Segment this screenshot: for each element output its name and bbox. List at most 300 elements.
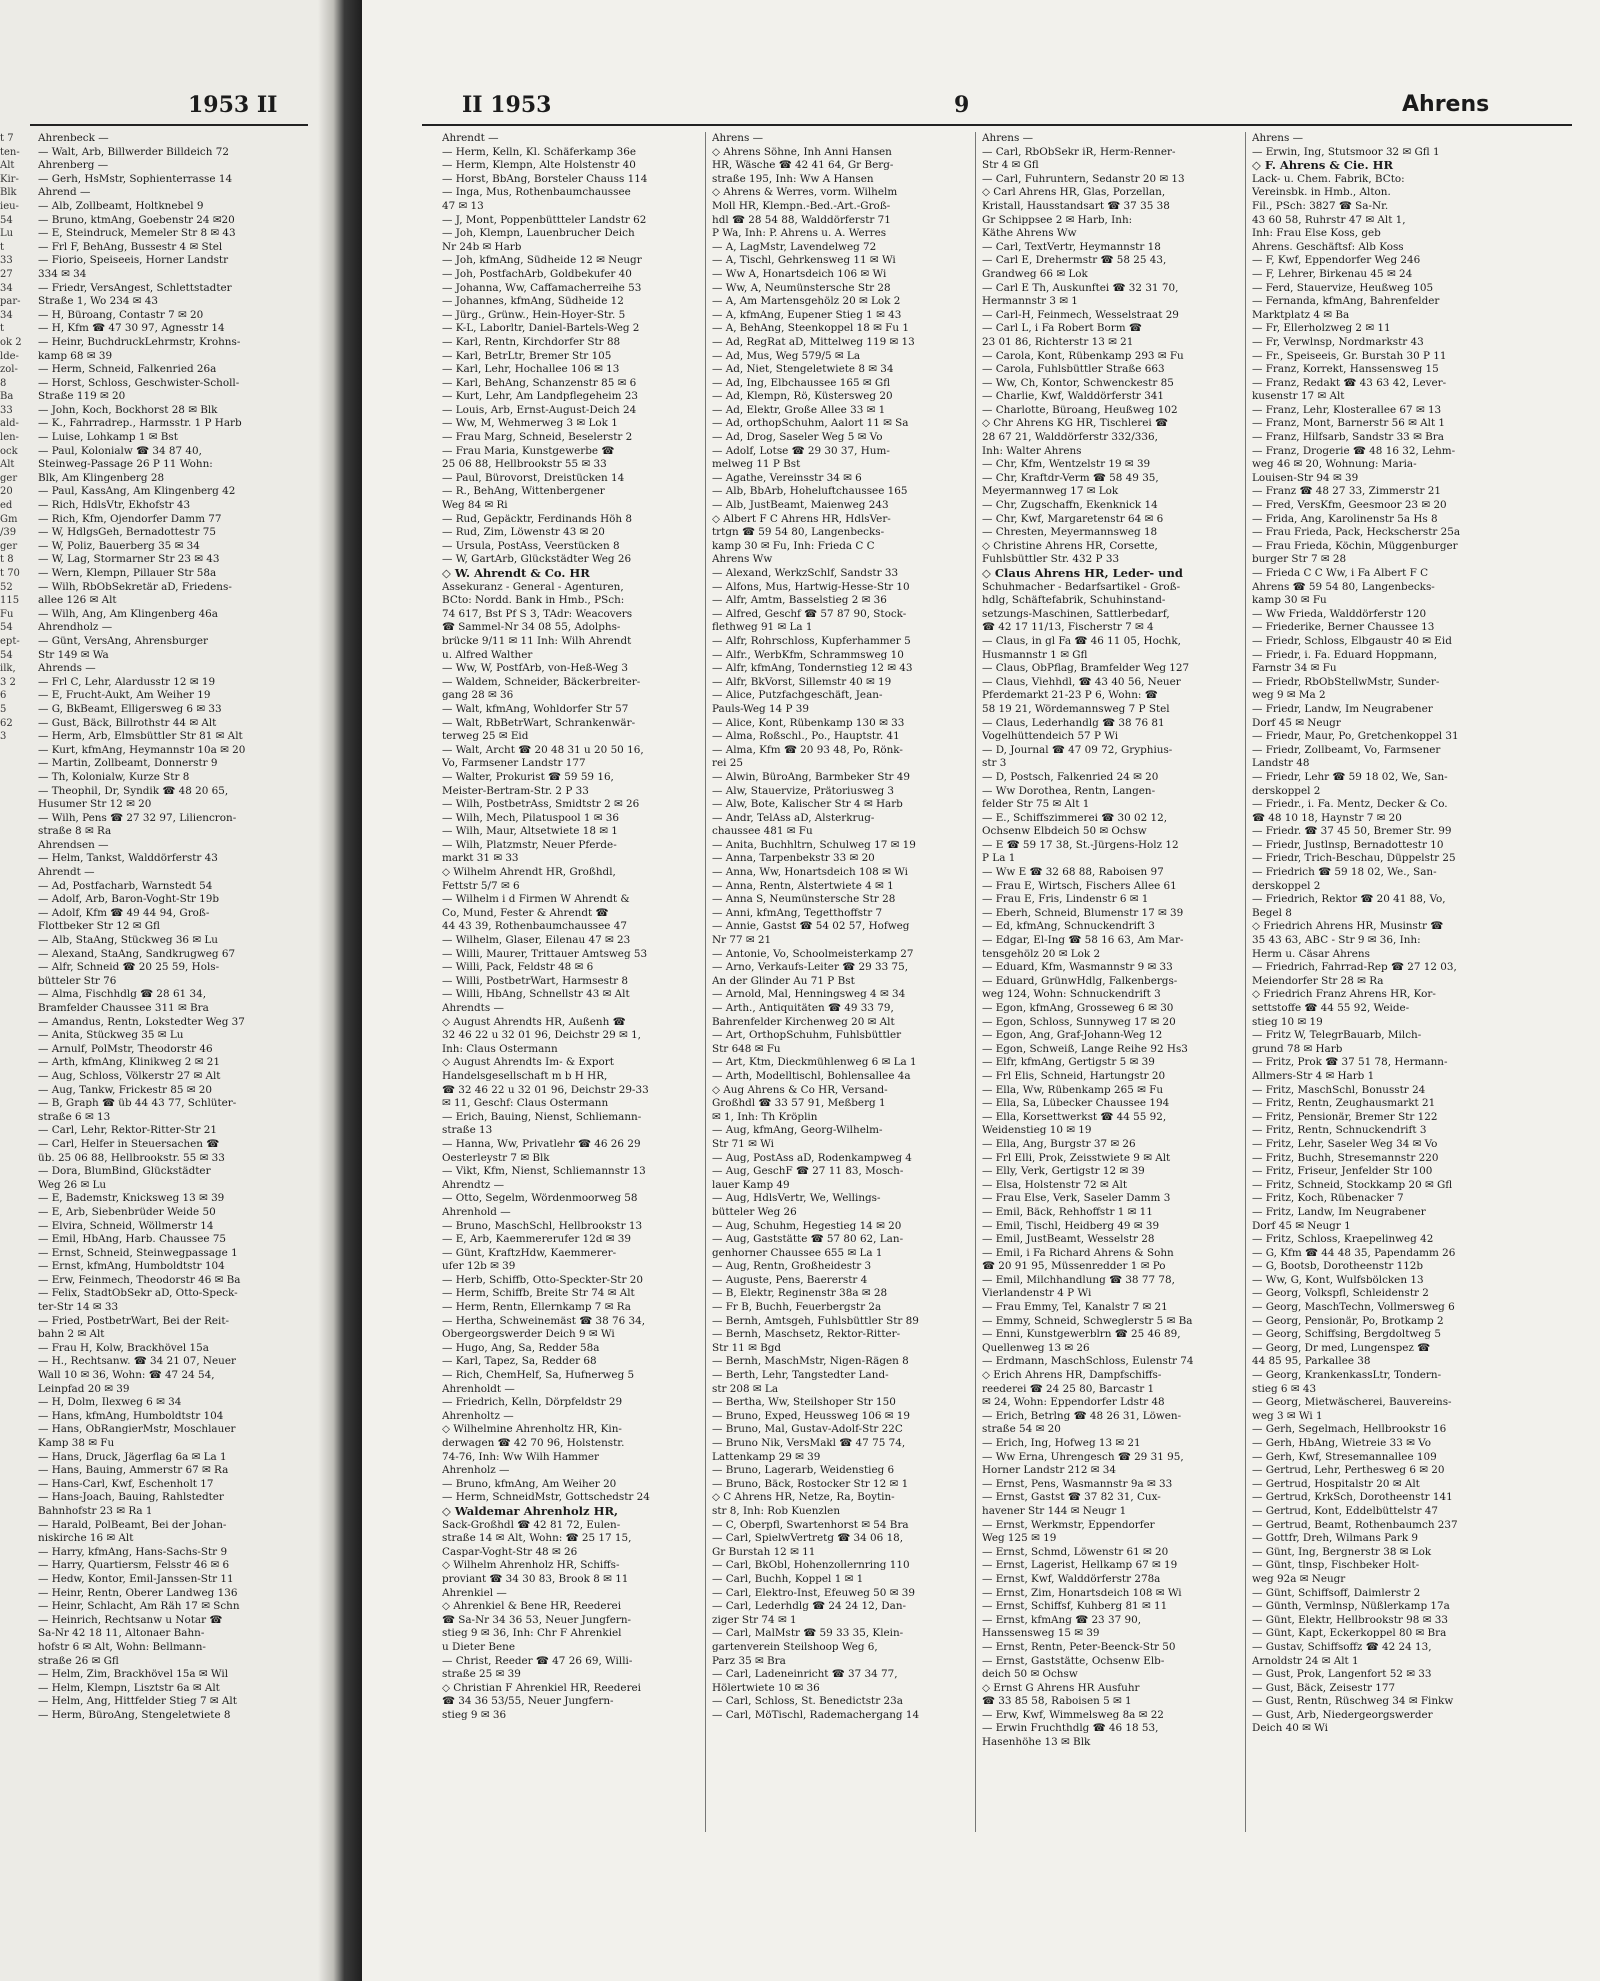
directory-entry: — Karl, BetrLtr, Bremer Str 105 [442,349,612,362]
directory-entry: — Martin, Zollbeamt, Donnerstr 9 [38,757,218,770]
directory-entry: Straße 119 ✉ 20 [38,390,126,403]
directory-entry: — B, Graph ☎ üb 44 43 77, Schlüter- [38,1097,237,1110]
edge-mark: t [0,323,5,335]
directory-entry: ◇ F. Ahrens & Cie. HR [1252,159,1394,173]
edge-mark: Gm [0,513,18,525]
directory-entry: — Franz ☎ 48 27 33, Zimmerstr 21 [1252,485,1442,498]
directory-entry: Meister-Bertram-Str. 2 P 33 [442,784,589,797]
directory-entry: — Ad, RegRat aD, Mittelweg 119 ✉ 13 [712,335,915,348]
directory-entry: — Friedr, Maur, Po, Gretchenkoppel 31 [1252,730,1459,743]
directory-entry: — Eduard, Kfm, Wasmannstr 9 ✉ 33 [982,961,1173,974]
directory-entry: — Frau Maria, Kunstgewerbe ☎ [442,444,615,457]
directory-entry: Flottbeker Str 12 ✉ Gfl [38,920,160,933]
directory-entry: Vo, Farmsener Landstr 177 [442,757,586,770]
directory-entry: — F, Kwf, Eppendorfer Weg 246 [1252,254,1421,267]
directory-entry: Kristall, Hausstandsart ☎ 37 35 38 [982,199,1170,212]
directory-entry: — Ad, Ing, Elbchaussee 165 ✉ Gfl [712,376,891,389]
directory-entry: — Herm, Rentn, Ellernkamp 7 ✉ Ra [442,1301,631,1314]
directory-entry: — Georg, Mietwäscherei, Bauvereins- [1252,1396,1452,1409]
edge-mark: Kir- [0,173,19,185]
directory-entry: ◇ Carl Ahrens HR, Glas, Porzellan, [982,186,1166,199]
directory-entry: — Bernh, Maschsetz, Rektor-Ritter- [712,1328,901,1341]
directory-entry: — Fr, Verwlnsp, Nordmarkstr 43 [1252,335,1424,348]
directory-entry: — Günt, Elektr, Hellbrookstr 98 ✉ 33 [1252,1613,1448,1626]
directory-entry: — C, Oberpfl, Swartenhorst ✉ 54 Bra [712,1518,909,1531]
directory-entry: ◇ Aug Ahrens & Co HR, Versand- [712,1083,888,1096]
directory-entry: — Chr, Zugschaffn, Ekenknick 14 [982,499,1158,512]
directory-entry: — Fritz, Koch, Rübenacker 7 [1252,1192,1404,1205]
edge-mark: 54 [0,214,13,226]
directory-entry: — Rich, Kfm, Ojendorfer Damm 77 [38,512,222,525]
edge-mark: ept- [0,635,20,647]
directory-entry: — Fiorio, Speiseeis, Horner Landstr [38,254,229,267]
directory-entry: — Elly, Verk, Gertigstr 12 ✉ 39 [982,1165,1145,1178]
directory-entry: — Ella, Sa, Lübecker Chaussee 194 [982,1097,1170,1110]
directory-entry: — Aug, PostAss aD, Rodenkampweg 4 [712,1151,912,1164]
directory-entry: bütteler Weg 26 [712,1205,797,1218]
directory-entry: Begel 8 [1252,906,1292,919]
directory-entry: — Th, Kolonialw, Kurze Str 8 [38,770,190,783]
directory-entry: — Gertrud, Lehr, Perthesweg 6 ✉ 20 [1252,1464,1445,1477]
directory-entry: — Carola, Fuhlsbüttler Straße 663 [982,363,1165,376]
directory-entry: 58 19 21, Wördemannsweg 7 P Stel [982,702,1170,715]
directory-entry: — Harry, Quartiersm, Felsstr 46 ✉ 6 [38,1559,230,1572]
directory-entry: Assekuranz - General - Agenturen, [442,580,624,593]
directory-entry: — E, Steindruck, Memeler Str 8 ✉ 43 [38,227,236,240]
directory-entry: kusenstr 17 ✉ Alt [1252,390,1345,403]
edge-mark: Blk [0,187,17,199]
directory-entry: Herm u. Cäsar Ahrens [1252,947,1370,960]
directory-entry: — Ella, Korsettwerkst ☎ 44 55 92, [982,1110,1167,1123]
directory-entry: — Alfr, kfmAng, Tondernstieg 12 ✉ 43 [712,662,913,675]
directory-entry: Str 11 ✉ Bgd [712,1341,782,1354]
directory-entry: Steinweg-Passage 26 P 11 Wohn: [38,458,213,471]
directory-entry: — Ww, G, Kont, Wulfsbölcken 13 [1252,1273,1424,1286]
directory-entry: — Ernst, Gaststätte, Ochsenw Elb- [982,1654,1165,1667]
directory-entry: ◇ Claus Ahrens HR, Leder- und [982,567,1183,580]
directory-entry: — Dora, BlumBind, Glückstädter [38,1165,211,1178]
directory-entry: — Christ, Reeder ☎ 47 26 69, Willi- [442,1654,633,1667]
directory-entry: Weg 26 ✉ Lu [38,1178,107,1191]
directory-entry: — Bruno, Lagerarb, Weidenstieg 6 [712,1464,895,1477]
directory-entry: — Heinrich, Rechtsanw u Notar ☎ [38,1613,223,1626]
directory-entry: derwagen ☎ 42 70 96, Holstenstr. [442,1437,625,1449]
directory-entry: 334 ✉ 34 [38,267,87,280]
directory-entry: — Friedr., i. Fa. Mentz, Decker & Co. [1252,798,1448,811]
directory-entry: ◇ Ahrens Söhne, Inh Anni Hansen [712,145,892,158]
directory-entry: — Fritz, Schneid, Stockkamp 20 ✉ Gfl [1252,1178,1453,1191]
right-page-header [362,92,1600,126]
directory-entry: — Walt, Arb, Billwerder Billdeich 72 [38,145,229,158]
edge-mark: 34 [0,309,13,321]
directory-entry: — Carl, RbObSekr iR, Herm-Renner- [982,145,1176,158]
directory-entry: ◇ Wilhelm Ahrenholz HR, Schiffs- [442,1559,620,1572]
column-divider [1245,132,1246,1832]
edge-mark: t 8 [0,554,14,566]
directory-entry: — Ella, Ang, Burgstr 37 ✉ 26 [982,1137,1136,1150]
directory-entry: Schuhmacher - Bedarfsartikel - Groß- [982,580,1181,593]
directory-entry: — Eduard, GrünwHdlg, Falkenbergs- [982,974,1178,987]
directory-entry: rei 25 [712,757,743,770]
directory-entry: Str 71 ✉ Wi [712,1137,774,1150]
directory-entry: — Chr, Kfm, Wentzelstr 19 ✉ 39 [982,458,1151,471]
directory-entry: — Wilh, Pens ☎ 27 32 97, Liliencron- [38,811,237,824]
directory-entry: — Andr, TelAss aD, Alsterkrug- [712,811,875,824]
directory-entry: — Friederike, Berner Chaussee 13 [1252,621,1435,634]
directory-entry: — Willi, Pack, Feldstr 48 ✉ 6 [442,961,594,974]
directory-entry: — Alfred, Geschf ☎ 57 87 90, Stock- [712,607,907,620]
directory-entry: — Fritz, Buchh, Stresemannstr 220 [1252,1151,1439,1164]
directory-entry: — Chr, Kwf, Margaretenstr 64 ✉ 6 [982,512,1164,525]
directory-entry: — Alb, JustBeamt, Maienweg 243 [712,499,889,512]
directory-entry: Ahrens — [982,132,1034,144]
directory-entry: Sa-Nr 42 18 11, Altonaer Bahn- [38,1627,205,1640]
directory-entry: Straße 1, Wo 234 ✉ 43 [38,295,158,308]
edge-mark: 34 [0,282,13,294]
directory-entry: — Frl Elli, Prok, Zeisstwiete 9 ✉ Alt [982,1151,1171,1164]
directory-entry: Vogelhüttendeich 57 P Wi [982,730,1119,743]
directory-entry: Nr 24b ✉ Harb [442,240,522,253]
directory-entry: — Franz, Redakt ☎ 43 63 42, Lever- [1252,376,1447,389]
directory-entry: — Herm, Arb, Elmsbüttler Str 81 ✉ Alt [38,730,243,743]
directory-entry: — Georg, Pensionär, Po, Brotkamp 2 [1252,1314,1444,1327]
directory-entry: u. Alfred Walther [442,648,533,661]
directory-entry: — Georg, MaschTechn, Vollmersweg 6 [1252,1301,1455,1314]
directory-entry: 23 01 86, Richterstr 13 ✉ 21 [982,335,1134,348]
directory-entry: — E ☎ 59 17 38, St.-Jürgens-Holz 12 [982,838,1179,851]
directory-entry: — Hanna, Ww, Privatlehr ☎ 46 26 29 [442,1137,641,1150]
directory-entry: Käthe Ahrens Ww [982,227,1077,240]
directory-entry: — Erwin Fruchthdlg ☎ 46 18 53, [982,1722,1159,1735]
directory-entry: — Eberh, Schneid, Blumenstr 17 ✉ 39 [982,906,1184,919]
directory-entry: — Frl Elis, Schneid, Hartungstr 20 [982,1069,1166,1082]
directory-entry: — Hedw, Kontor, Emil-Janssen-Str 11 [38,1572,234,1585]
directory-entry: — Bruno, kfmAng, Am Weiher 20 [442,1477,617,1490]
directory-entry: Ahrenhold — [442,1205,511,1218]
directory-entry: — Wilhelm i d Firmen W Ahrendt & [442,893,630,906]
directory-entry: BCto: Nordd. Bank in Hmb., PSch: [442,594,625,607]
directory-entry: — Anita, Stückweg 35 ✉ Lu [38,1029,184,1042]
directory-entry: P Wa, Inh: P. Ahrens u. A. Werres [712,227,887,240]
directory-entry: — Art, OrthopSchuhm, Fuhlsbüttler [712,1029,902,1042]
directory-entry: — Ernst, Zim, Honartsdeich 108 ✉ Wi [982,1586,1182,1599]
directory-entry: ☎ 48 10 18, Haynstr 7 ✉ 20 [1252,811,1402,824]
directory-entry: — Arth, kfmAng, Klinikweg 2 ✉ 21 [38,1056,220,1069]
directory-entry: — Charlie, Kwf, Walddörferstr 341 [982,390,1165,403]
directory-entry: — Horst, BbAng, Borsteler Chauss 114 [442,172,648,185]
directory-entry: — Franz, Drogerie ☎ 48 16 32, Lehm- [1252,444,1456,457]
directory-entry: — Carl-H, Feinmech, Wesselstraat 29 [982,308,1179,321]
directory-entry: — Hans, Bauing, Ammerstr 67 ✉ Ra [38,1464,229,1477]
directory-entry: — Elvira, Schneid, Wöllmerstr 14 [38,1219,214,1232]
directory-entry: — Günt, Schiffsoff, Daimlerstr 2 [1252,1586,1421,1599]
directory-entry: — Heinr, Rentn, Oberer Landweg 136 [38,1586,238,1599]
directory-entry: — E, Frucht-Aukt, Am Weiher 19 [38,689,211,702]
directory-entry: — Alb, BbArb, Hoheluftchaussee 165 [712,485,908,498]
directory-entry: — Günt, KraftzHdw, Kaemmerer- [442,1246,617,1259]
directory-entry: — Kurt, Lehr, Am Landpflegeheim 23 [442,390,639,403]
directory-entry: — Frau E, Wirtsch, Fischers Allee 61 [982,879,1177,892]
directory-entry: — Anni, kfmAng, Tegetthoffstr 7 [712,906,883,919]
directory-entry: weg 46 ✉ 20, Wohnung: Maria- [1252,458,1417,471]
directory-entry: — Günt, tlnsp, Fischbeker Holt- [1252,1559,1420,1572]
directory-entry: Blk, Am Klingenberg 28 [38,471,165,484]
directory-entry: Ahrendholz — [38,621,113,634]
directory-entry: terweg 25 ✉ Eid [442,730,529,743]
directory-entry: — Alice, Putzfachgeschäft, Jean- [712,689,883,702]
directory-entry: kamp 30 ✉ Fu [1252,594,1327,607]
directory-entry: — Hans-Joach, Bauing, Rahlstedter [38,1491,224,1504]
directory-entry: Ahrens Ww [712,553,773,566]
edge-mark: 33 [0,255,13,267]
edge-mark: Alt [0,459,15,471]
directory-entry: — Carl, Helfer in Steuersachen ☎ [38,1137,220,1150]
directory-entry: — Karl, Lehr, Hochallee 106 ✉ 13 [442,363,620,376]
directory-entry: Vereinsbk. in Hmb., Alton. [1252,186,1391,199]
directory-entry: Lattenkamp 29 ✉ 39 [712,1450,821,1463]
directory-entry: — Friedrich ☎ 59 18 02, We., San- [1252,866,1437,879]
left-page-edge-marks [0,132,26,1952]
directory-entry: 25 06 88, Hellbrookstr 55 ✉ 33 [442,458,607,471]
directory-entry: — Ww, A, Neumünstersche Str 28 [712,281,891,294]
directory-entry: — Paul, Bürovorst, Dreistücken 14 [442,471,625,484]
directory-entry: — Gerh, Segelmach, Hellbrookstr 16 [1252,1423,1447,1436]
directory-entry: — Ernst, Pens, Wasmannstr 9a ✉ 33 [982,1477,1173,1490]
book-gutter [318,0,362,1981]
left-page-column [38,132,306,1952]
directory-entry: Sack-Großhdl ☎ 42 81 72, Eulen- [442,1518,621,1531]
directory-entry: — Fritz, Prok ☎ 37 51 78, Hermann- [1252,1056,1448,1069]
directory-entry: — Frau Frieda, Köchin, Müggenburger [1252,539,1458,552]
directory-entry: — Aug, HdlsVertr, We, Wellings- [712,1192,881,1205]
directory-entry: — Franz, Hilfsarb, Sandstr 33 ✉ Bra [1252,431,1444,444]
directory-entry: Ahrens — [712,132,764,144]
directory-entry: — Alb, Zollbeamt, Holtknebel 9 [38,199,204,212]
edge-mark: 3 2 [0,676,16,688]
edge-mark: Ba [0,391,14,403]
directory-entry: — Carl, Ladeneinricht ☎ 37 34 77, [712,1668,898,1681]
directory-entry: hdlg, Schäftefabrik, Schuhinstand- [982,594,1166,607]
directory-entry: — Carola, Kont, Rübenkamp 293 ✉ Fu [982,349,1184,362]
directory-column-1 [442,132,697,1952]
directory-entry: — Adolf, Arb, Baron-Voght-Str 19b [38,893,220,906]
directory-entry: — Ernst, Lagerist, Hellkamp 67 ✉ 19 [982,1559,1178,1572]
directory-entry: ◇ Erich Ahrens HR, Dampfschiffs- [982,1369,1162,1382]
directory-entry: straße 25 ✉ 39 [442,1668,521,1681]
directory-entry: grund 78 ✉ Harb [1252,1042,1343,1055]
directory-entry: — Erich, Bauing, Nienst, Schliemann- [442,1110,642,1123]
directory-entry: — Paul, KassAng, Am Klingenberg 42 [38,485,236,498]
directory-entry: — Ww A, Honartsdeich 106 ✉ Wi [712,267,887,280]
directory-entry: — Alb, StaAng, Stückweg 36 ✉ Lu [38,934,218,947]
header-rule [422,124,1572,126]
directory-entry: — Friedrich, Kelln, Dörpfeldstr 29 [442,1396,623,1409]
directory-entry: — Ernst, Kwf, Walddörferstr 278a [982,1572,1161,1585]
directory-entry: — Annie, Gastst ☎ 54 02 57, Hofweg [712,920,910,933]
directory-entry: — Fried, PostbetrWart, Bei der Reit- [38,1314,230,1327]
directory-entry: Weg 84 ✉ Ri [442,499,508,512]
directory-entry: — Bruno, Mal, Gustav-Adolf-Str 22C [712,1423,903,1436]
edge-mark: len- [0,432,19,444]
directory-entry: — Gust, Prok, Langenfort 52 ✉ 33 [1252,1668,1432,1681]
directory-entry: — F, Lehrer, Birkenau 45 ✉ 24 [1252,267,1413,280]
directory-entry: — Theophil, Dr, Syndik ☎ 48 20 65, [38,784,229,797]
directory-entry: hdl ☎ 28 54 88, Walddörferstr 71 [712,213,891,226]
directory-entry: — Rich, ChemHelf, Sa, Hufnerweg 5 [442,1369,635,1382]
directory-entry: — Alexand, StaAng, Sandkrugweg 67 [38,947,236,960]
directory-entry: — Rud, Gepäcktr, Ferdinands Höh 8 [442,512,633,525]
directory-entry: — John, Koch, Bockhorst 28 ✉ Blk [38,403,218,416]
directory-entry: Nr 77 ✉ 21 [712,934,772,947]
directory-entry: — B, Elektr, Reginenstr 38a ✉ 28 [712,1287,888,1300]
directory-entry: allee 126 ✉ Alt [38,594,117,607]
directory-entry: Leinpfad 20 ✉ 39 [38,1382,130,1395]
directory-entry: — Friedr, Trich-Beschau, Düppelstr 25 [1252,852,1456,865]
edge-mark: /39 [0,527,17,539]
edge-mark: 20 [0,486,13,498]
directory-entry: — Bruno, MaschSchl, Hellbrookstr 13 [442,1219,643,1232]
directory-entry: — Walt, Archt ☎ 20 48 31 u 20 50 16, [442,743,644,756]
directory-entry: weg 124, Wohn: Schnuckendrift 3 [982,988,1161,1001]
directory-entry: ziger Str 74 ✉ 1 [712,1613,797,1626]
directory-entry: — Jürg., Grünw., Hein-Hoyer-Str. 5 [442,308,626,321]
directory-entry: — G, Bootsb, Dorotheenstr 112b [1252,1260,1424,1273]
directory-entry: — Fernanda, kfmAng, Bahrenfelder [1252,295,1440,308]
directory-entry: — Franz, Korrekt, Hanssensweg 15 [1252,363,1439,376]
directory-entry: ◇ Wilhelmine Ahrenholtz HR, Kin- [442,1423,622,1436]
directory-entry: — D, Journal ☎ 47 09 72, Gryphius- [982,743,1173,756]
directory-entry: — Karl, BehAng, Schanzenstr 85 ✉ 6 [442,376,637,389]
directory-entry: — Gertrud, Beamt, Rothenbaumch 237 [1252,1518,1458,1531]
directory-entry: ✉ 24, Wohn: Eppendorfer Ldstr 48 [982,1396,1165,1409]
directory-entry: — Carl, Fuhruntern, Sedanstr 20 ✉ 13 [982,172,1185,185]
directory-entry: reederei ☎ 24 25 80, Barcastr 1 [982,1382,1155,1395]
directory-entry: flethweg 91 ✉ La 1 [712,621,813,634]
directory-entry: — Bruno, Bäck, Rostocker Str 12 ✉ 1 [712,1477,909,1490]
directory-entry: stieg 6 ✉ 43 [1252,1382,1317,1395]
directory-entry: — Herm, Schneid, Falkenried 26a [38,363,217,376]
directory-entry: gartenverein Steilshoop Weg 6, [712,1640,878,1653]
directory-entry: Inh: Walter Ahrens [982,444,1082,457]
directory-entry: straße 13 [442,1124,493,1137]
edge-mark: ock [0,445,18,457]
directory-entry: ◇ Albert F C Ahrens HR, HdlsVer- [712,512,891,525]
directory-entry: — Friedr, i. Fa. Eduard Hoppmann, [1252,648,1438,661]
directory-entry: — K., Fahrradrep., Harmsstr. 1 P Harb [38,417,242,430]
directory-entry: — Berth, Lehr, Tangstedter Land- [712,1369,889,1382]
directory-entry: — Günth, Vermlnsp, Nüßlerkamp 17a [1252,1600,1450,1613]
directory-entry: ✉ 11, Geschf: Claus Ostermann [442,1097,609,1110]
directory-entry: Ahrendtz — [442,1178,504,1191]
directory-entry: — Inga, Mus, Rothenbaumchaussee [442,186,631,199]
directory-entry: — Emil, Milchhandlung ☎ 38 77 78, [982,1273,1175,1286]
directory-entry: — Gertrud, Kont, Eddelbüttelstr 47 [1252,1504,1438,1517]
directory-entry: — Frl F, BehAng, Bussestr 4 ✉ Stel [38,240,223,253]
directory-entry: Ahrendts — [442,1002,504,1014]
directory-entry: — Fr B, Buchh, Feuerbergstr 2a [712,1301,882,1314]
directory-entry: Deich 40 ✉ Wi [1252,1722,1328,1735]
directory-entry: Bahnhofstr 23 ✉ Ra 1 [38,1504,153,1517]
directory-entry: — Claus, in gl Fa ☎ 46 11 05, Hochk, [982,634,1181,647]
directory-entry: — A, kfmAng, Eupener Stieg 1 ✉ 43 [712,308,902,321]
directory-entry: — Helm, Zim, Brackhövel 15a ✉ Wil [38,1668,229,1681]
directory-entry: ◇ Waldemar Ahrenholz HR, [442,1504,619,1518]
directory-entry: ☎ 33 85 58, Raboisen 5 ✉ 1 [982,1695,1132,1708]
directory-entry: weg 9 ✉ Ma 2 [1252,689,1326,702]
directory-entry: — Carl E, Drehermstr ☎ 58 25 43, [982,254,1167,267]
directory-entry: Weidenstieg 10 ✉ 19 [982,1124,1092,1137]
directory-entry: — Gerh, HsMstr, Sophienterrasse 14 [38,172,233,185]
edge-mark: 33 [0,404,13,416]
directory-entry: — Günt, Ing, Bergnerstr 38 ✉ Lok [1252,1545,1432,1558]
directory-entry: Husmannstr 1 ✉ Gfl [982,648,1088,661]
directory-entry: — Gust, Bäck, Billrothstr 44 ✉ Alt [38,716,217,729]
directory-entry: 47 ✉ 13 [442,199,484,212]
directory-entry: — Alw, Stauervize, Prätoriusweg 3 [712,784,895,797]
directory-entry: — E, Arb, Kaemmererufer 12d ✉ 39 [442,1233,632,1246]
directory-entry: — Wilh, PostbetrAss, Smidtstr 2 ✉ 26 [442,798,640,811]
directory-entry: — Herm, BüroAng, Stengeletwiete 8 [38,1708,231,1721]
directory-entry: — Hans, ObRangierMstr, Moschlauer [38,1423,236,1436]
directory-entry: Dorf 45 ✉ Neugr [1252,716,1341,729]
directory-entry: — Helm, Ang, Hittfelder Stieg 7 ✉ Alt [38,1695,237,1708]
directory-entry: — Alice, Kont, Rübenkamp 130 ✉ 33 [712,716,905,729]
directory-entry: Weg 125 ✉ 19 [982,1532,1057,1545]
directory-entry: 28 67 21, Walddörferstr 332/336, [982,431,1158,444]
directory-entry: — K-L, Laborltr, Daniel-Bartels-Weg 2 [442,322,640,335]
directory-entry: — Adolf, Lotse ☎ 29 30 37, Hum- [712,444,890,457]
directory-entry: — Erdmann, MaschSchloss, Eulenstr 74 [982,1355,1194,1368]
directory-entry: — Amandus, Rentn, Lokstedter Weg 37 [38,1015,245,1028]
directory-entry: ◇ Christian F Ahrenkiel HR, Reederei [442,1681,642,1694]
directory-entry: — Karl, Rentn, Kirchdorfer Str 88 [442,335,621,348]
directory-entry: — Erich, Ing, Hofweg 13 ✉ 21 [982,1437,1141,1449]
directory-entry: markt 31 ✉ 33 [442,852,519,865]
directory-entry: — A, Tischl, Gehrkensweg 11 ✉ Wi [712,254,896,267]
directory-entry: — Fritz, Pensionär, Bremer Str 122 [1252,1110,1438,1123]
directory-entry: Wall 10 ✉ 36, Wohn: ☎ 47 24 54, [38,1369,215,1382]
directory-entry: — H, Kfm ☎ 47 30 97, Agnesstr 14 [38,322,225,335]
directory-entry: — Frau E, Fris, Lindenstr 6 ✉ 1 [982,893,1149,906]
directory-entry: — Ed, kfmAng, Schnuckendrift 3 [982,920,1155,933]
directory-entry: Pferdemarkt 21-23 P 6, Wohn: ☎ [982,689,1158,702]
left-page [0,0,318,1981]
directory-entry: — Carl L, i Fa Robert Borm ☎ [982,322,1142,335]
directory-entry: brücke 9/11 ✉ 11 Inh: Wilh Ahrendt [442,634,632,647]
directory-entry: — Ad, Klempn, Rö, Küstersweg 20 [712,390,893,403]
directory-entry: — Gottfr, Dreh, Wilmans Park 9 [1252,1532,1419,1545]
directory-entry: — Friedr, RbObStellwMstr, Sunder- [1252,675,1440,688]
directory-entry: Caspar-Voght-Str 48 ✉ 26 [442,1545,578,1558]
directory-entry: Gr Burstah 12 ✉ 11 [712,1545,816,1558]
directory-entry: kamp 68 ✉ 39 [38,349,113,362]
directory-entry: 35 43 63, ABC - Str 9 ✉ 36, Inh: [1252,934,1421,947]
directory-entry: deich 50 ✉ Ochsw [982,1668,1078,1681]
directory-entry: — Aug, Schuhm, Hegestieg 14 ✉ 20 [712,1219,902,1232]
directory-entry: Pauls-Weg 14 P 39 [712,702,809,715]
directory-entry: — Ernst, Schmd, Löwenstr 61 ✉ 20 [982,1545,1169,1558]
directory-entry: — Aug, Schloss, Völkerstr 27 ✉ Alt [38,1069,221,1082]
directory-entry: — Willi, HbAng, Schnellstr 43 ✉ Alt [442,988,630,1001]
edge-mark: par- [0,296,21,308]
directory-entry: — Friedr, VersAngest, Schlettstadter [38,281,232,294]
directory-entry: — Fritz, Schloss, Kraepelinweg 42 [1252,1233,1434,1246]
directory-entry: ☎ 42 17 11/13, Fischerstr 7 ✉ 4 [982,621,1154,634]
directory-entry: Ahrenholz — [442,1464,510,1477]
directory-entry: — Agathe, Vereinsstr 34 ✉ 6 [712,471,862,484]
directory-entry: — Franz, Mont, Barnerstr 56 ✉ Alt 1 [1252,417,1446,430]
directory-entry: Marktplatz 4 ✉ Ba [1252,308,1350,321]
